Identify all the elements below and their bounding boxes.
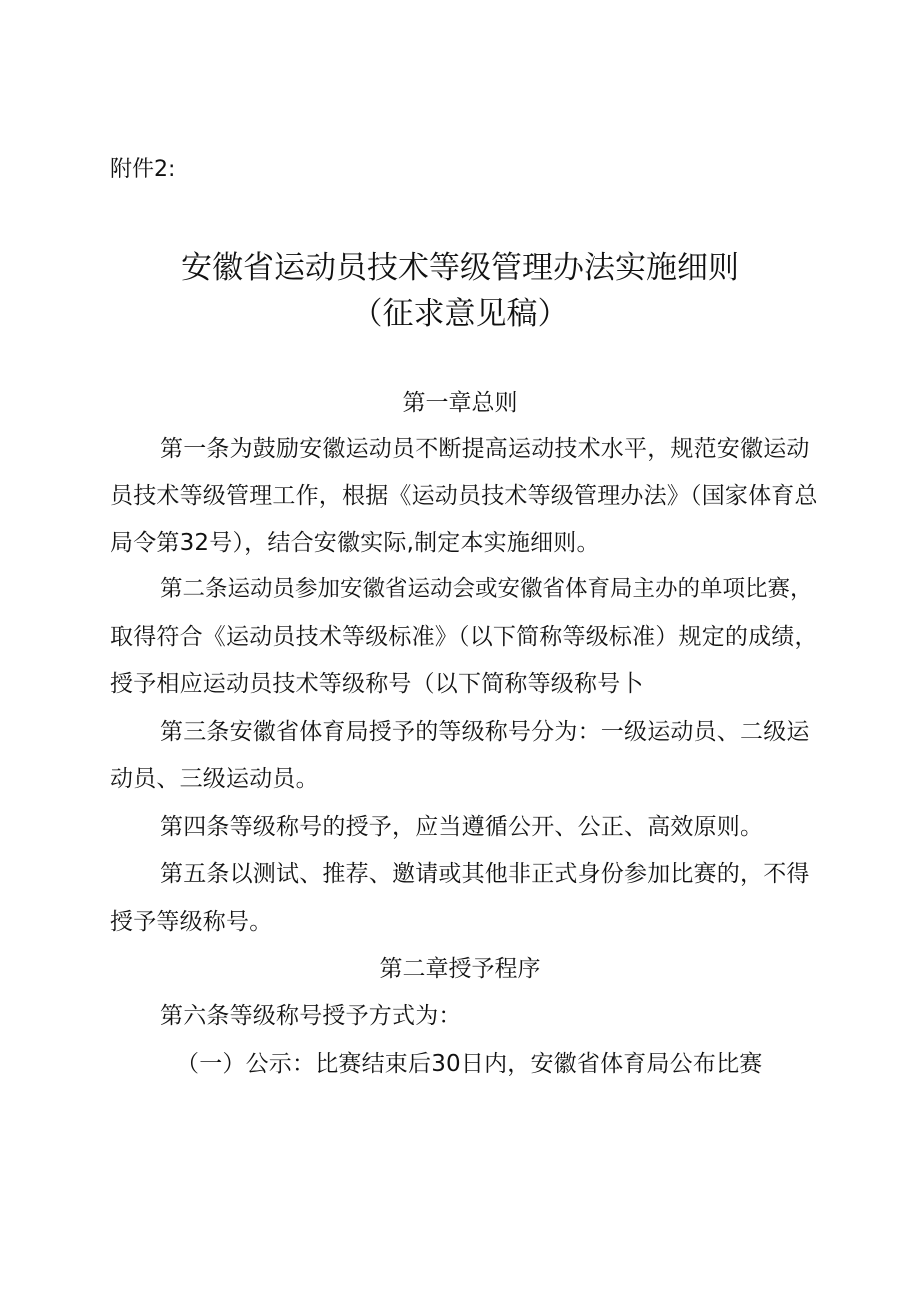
article-6-line-1: 第六条等级称号授予方式为： (160, 1003, 462, 1029)
article-1-line-1: 第一条为鼓励安徽运动员不断提高运动技术水平，规范安徽运动 (160, 436, 810, 462)
article-5-line-1: 第五条以测试、推荐、邀请或其他非正式身份参加比赛的，不得 (160, 861, 810, 887)
article-3-line-1: 第三条安徽省体育局授予的等级称号分为：一级运动员、二级运 (160, 719, 810, 745)
document-title: 安徽省运动员技术等级管理办法实施细则 (181, 250, 739, 286)
article-2-line-2: 取得符合《运动员技术等级标准》（以下简称等级标准）规定的成绩， (110, 624, 818, 650)
article-4-line-1: 第四条等级称号的授予，应当遵循公开、公正、高效原则。 (160, 814, 764, 840)
article-1-line-2: 员技术等级管理工作，根据《运动员技术等级管理办法》（国家体育总 (110, 483, 818, 509)
attachment-label: 附件2: (110, 157, 176, 182)
chapter-2-heading: 第二章授予程序 (379, 956, 541, 982)
article-2-line-1: 第二条运动员参加安徽省运动会或安徽省体育局主办的单项比赛， (160, 576, 813, 602)
chapter-1-heading: 第一章总则 (402, 390, 518, 416)
article-5-line-2: 授予等级称号。 (110, 909, 273, 935)
document-subtitle: （征求意见稿） (351, 296, 569, 332)
article-2-line-3: 授予相应运动员技术等级称号（以下简称等级称号卜 (110, 671, 644, 697)
article-3-line-2: 动员、三级运动员。 (110, 766, 319, 792)
article-1-line-3: 局令第32号），结合安徽实际,制定本实施细则。 (110, 530, 600, 556)
article-6-item-1: （一）公示：比赛结束后30日内，安徽省体育局公布比赛 (176, 1051, 763, 1077)
